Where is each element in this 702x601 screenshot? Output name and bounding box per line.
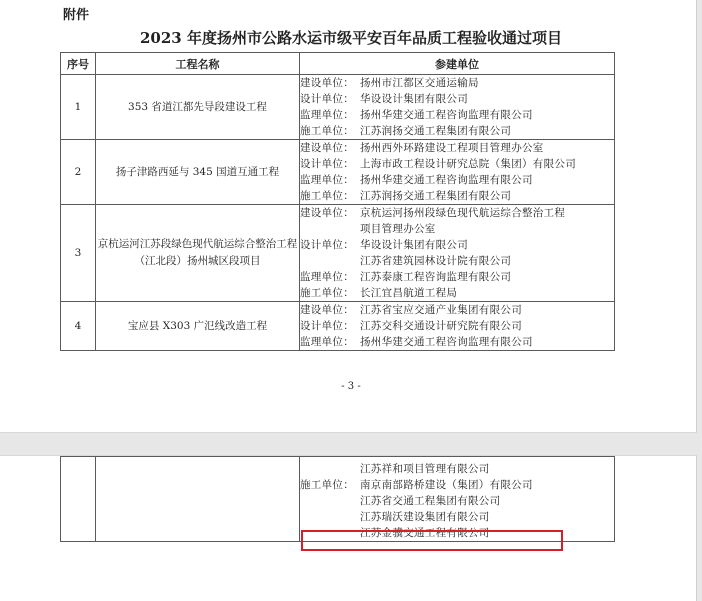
attachment-label: 附件 — [63, 8, 90, 23]
unit-line — [300, 188, 614, 204]
table-row — [61, 457, 615, 542]
unit-name: 南京南部路桥建设（集团）有限公司 — [360, 479, 533, 491]
unit-name: 扬州西外环路建设工程项目管理办公室 — [360, 142, 544, 154]
document-title: 2023 年度扬州市公路水运市级平安百年品质工程验收通过项目 — [140, 29, 562, 47]
unit-name: 江苏金骥交通工程有限公司 — [360, 527, 490, 539]
unit-line — [300, 140, 614, 156]
document-page-4 — [0, 455, 697, 601]
unit-line — [300, 172, 614, 188]
unit-role-label: 建设单位： — [300, 142, 354, 154]
unit-name: 扬州华建交通工程咨询监理有限公司 — [360, 336, 533, 348]
row-name-cell: 扬子津路西延与 345 国道互通工程 — [96, 140, 300, 205]
unit-name: 长江宜昌航道工程局 — [360, 287, 458, 299]
unit-name: 上海市政工程设计研究总院（集团）有限公司 — [360, 158, 576, 170]
unit-role-label: 施工单位： — [300, 287, 354, 299]
table-row — [61, 205, 615, 302]
row-no-cell: 2 — [61, 140, 96, 205]
unit-line — [300, 253, 614, 269]
unit-name: 扬州华建交通工程咨询监理有限公司 — [360, 109, 533, 121]
unit-name: 江苏祥和项目管理有限公司 — [360, 463, 490, 475]
unit-line — [300, 269, 614, 285]
unit-line — [300, 477, 614, 493]
unit-role-label: 监理单位： — [300, 174, 354, 186]
table-row — [61, 75, 615, 140]
unit-role-label: 施工单位： — [300, 125, 354, 137]
unit-role-label: 设计单位： — [300, 158, 354, 170]
unit-line — [300, 156, 614, 172]
header-name: 工程名称 — [96, 53, 300, 75]
unit-line — [300, 75, 614, 91]
unit-role-label: 监理单位： — [300, 271, 354, 283]
table-row — [61, 140, 615, 205]
unit-name: 江苏省交通工程集团有限公司 — [360, 495, 501, 507]
unit-role-label: 设计单位： — [300, 93, 354, 105]
unit-line — [300, 461, 614, 477]
unit-name: 京杭运河扬州段绿色现代航运综合整治工程 — [360, 207, 566, 219]
unit-role-label: 施工单位： — [300, 479, 354, 491]
unit-role-label: 建设单位： — [300, 207, 354, 219]
row-name-cell: 353 省道江都先导段建设工程 — [96, 75, 300, 140]
unit-name: 扬州华建交通工程咨询监理有限公司 — [360, 174, 533, 186]
table-row — [61, 302, 615, 351]
unit-role-label: 设计单位： — [300, 239, 354, 251]
row-name-cell: 宝应县 X303 广氾线改造工程 — [96, 302, 300, 351]
unit-name: 江苏润扬交通工程集团有限公司 — [360, 125, 512, 137]
unit-line — [300, 205, 614, 221]
row-no-cell — [61, 457, 96, 542]
unit-name: 江苏省宝应交通产业集团有限公司 — [360, 304, 522, 316]
unit-name: 江苏省建筑园林设计院有限公司 — [360, 255, 512, 267]
unit-line — [300, 493, 614, 509]
row-no-cell: 4 — [61, 302, 96, 351]
unit-role-label: 设计单位： — [300, 320, 354, 332]
unit-role-label: 施工单位： — [300, 190, 354, 202]
unit-line — [300, 123, 614, 139]
header-units: 参建单位 — [300, 53, 615, 75]
row-units-cell — [300, 457, 615, 542]
unit-line — [300, 318, 614, 334]
unit-line — [300, 91, 614, 107]
unit-role-label: 建设单位： — [300, 77, 354, 89]
unit-line — [300, 285, 614, 301]
row-name-cell: 京杭运河江苏段绿色现代航运综合整治工程（江北段）扬州城区段项目 — [96, 205, 300, 302]
row-no-cell: 1 — [61, 75, 96, 140]
unit-name: 扬州市江都区交通运输局 — [360, 77, 479, 89]
unit-line — [300, 221, 614, 237]
unit-name: 江苏瑞沃建设集团有限公司 — [360, 511, 490, 523]
page-number: - 3 - — [341, 381, 361, 392]
header-no: 序号 — [61, 53, 96, 75]
unit-role-label: 监理单位： — [300, 336, 354, 348]
row-units-cell — [300, 75, 615, 140]
unit-line — [300, 107, 614, 123]
row-units-cell — [300, 302, 615, 351]
highlight-box — [301, 530, 563, 551]
unit-name: 项目管理办公室 — [360, 223, 436, 235]
unit-name: 江苏交科交通设计研究院有限公司 — [360, 320, 522, 332]
unit-name: 华设设计集团有限公司 — [360, 239, 468, 251]
unit-role-label: 监理单位： — [300, 109, 354, 121]
unit-name: 江苏润扬交通工程集团有限公司 — [360, 190, 512, 202]
row-units-cell — [300, 140, 615, 205]
row-units-cell — [300, 205, 615, 302]
unit-name: 江苏泰康工程咨询监理有限公司 — [360, 271, 512, 283]
table-header-row — [61, 53, 615, 75]
unit-role-label: 建设单位： — [300, 304, 354, 316]
row-name-cell — [96, 457, 300, 542]
unit-line — [300, 334, 614, 350]
projects-table — [60, 52, 615, 351]
unit-line — [300, 302, 614, 318]
row-no-cell: 3 — [61, 205, 96, 302]
unit-name: 华设设计集团有限公司 — [360, 93, 468, 105]
unit-line — [300, 509, 614, 525]
unit-line — [300, 237, 614, 253]
